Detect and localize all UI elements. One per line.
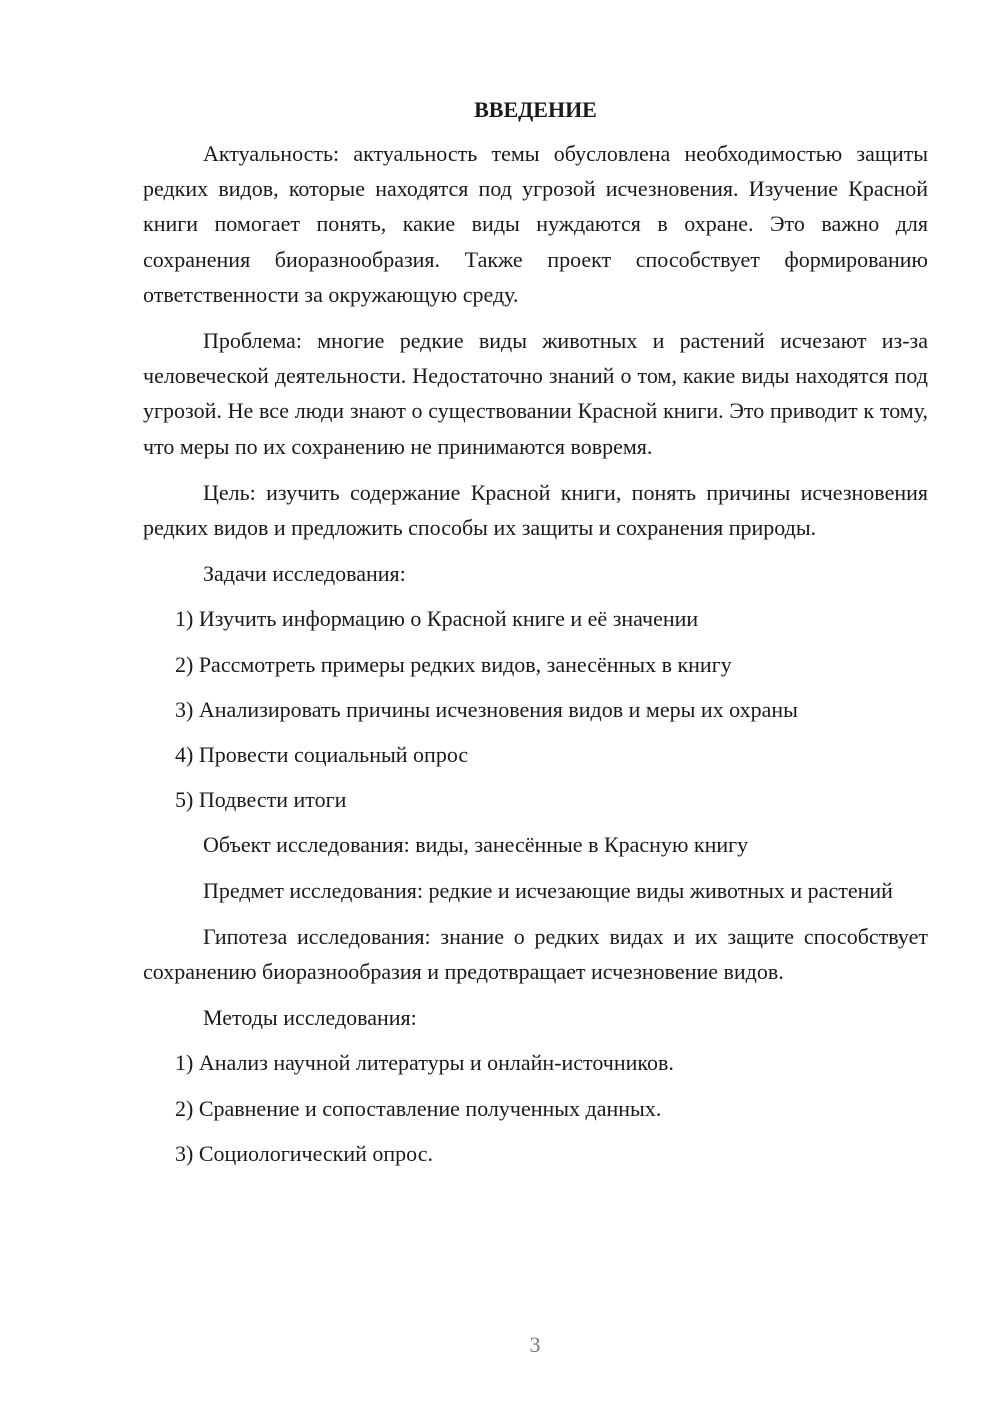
- tasks-label: Задачи исследования:: [203, 561, 406, 587]
- list-item: 5) Подвести итоги: [175, 787, 347, 813]
- document-page: [143, 92, 928, 1181]
- list-item: 1) Изучить информацию о Красной книге и её значении: [175, 606, 699, 632]
- methods-list: [143, 1045, 928, 1171]
- hypothesis-paragraph: Гипотеза исследования: знание о редких видах и их защите способствует сохранению биоразнообразия и предотвращает исчезновение видов.: [143, 923, 928, 985]
- list-item: 4) Провести социальный опрос: [175, 742, 469, 768]
- goal-paragraph: Цель: изучить содержание Красной книги, понять причины исчезновения редких видов и предложить способы их защиты и сохранения природы.: [143, 479, 928, 541]
- page-title: ВВЕДЕНИЕ: [474, 97, 597, 122]
- object-paragraph: Объект исследования: виды, занесённые в Красную книгу: [203, 832, 749, 858]
- list-item: 3) Социологический опрос.: [175, 1140, 433, 1166]
- list-item: 2) Рассмотреть примеры редких видов, занесённых в книгу: [175, 651, 732, 677]
- tasks-list: [143, 601, 928, 817]
- list-item: 3) Анализировать причины исчезновения видов и меры их охраны: [175, 696, 798, 722]
- list-item: 2) Сравнение и сопоставление полученных данных.: [175, 1095, 662, 1121]
- list-item: 1) Анализ научной литературы и онлайн-источников.: [175, 1050, 674, 1076]
- subject-paragraph: Предмет исследования: редкие и исчезающие виды животных и растений: [203, 877, 893, 903]
- page-number: 3: [529, 1332, 541, 1357]
- relevance-paragraph: Актуальность: актуальность темы обусловлена необходимостью защиты редких видов, которые находятся под угрозой исчезновения. Изучение Красной книги помогает понять, какие виды нуждаются в охране. Это важно для сохранения биоразнообразия. Также проект способствует формированию ответственности за окружающую среду.: [143, 141, 928, 307]
- methods-label: Методы исследования:: [203, 1005, 417, 1031]
- problem-paragraph: Проблема: многие редкие виды животных и растений исчезают из-за человеческой деятельности. Недостаточно знаний о том, какие виды находятся под угрозой. Не все люди знают о существовании Красной книги. Это приводит к тому, что меры по их сохранению не принимаются вовремя.: [143, 328, 928, 459]
